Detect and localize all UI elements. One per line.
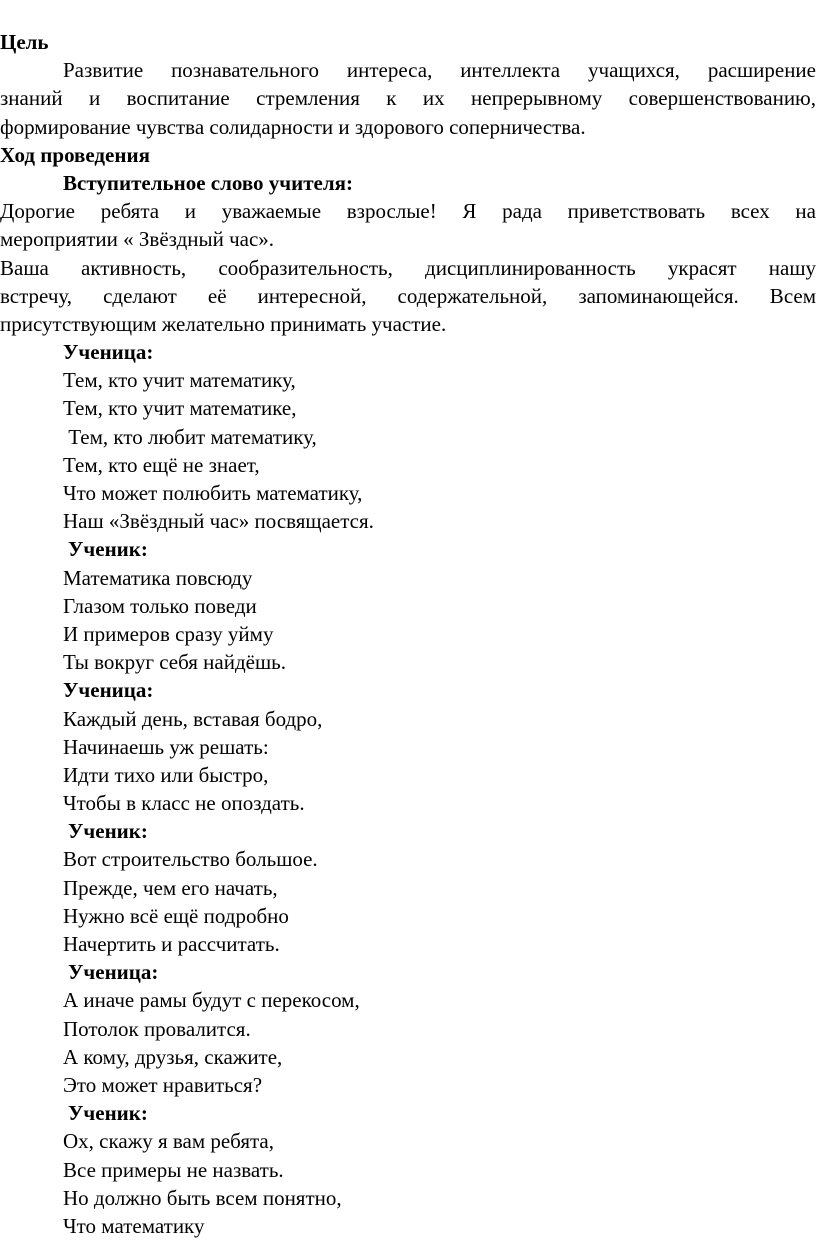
document-page [0, 28, 816, 1240]
goal-heading: Цель [0, 30, 49, 54]
verse-line: Начинаешь уж решать: [63, 734, 269, 759]
verse-line: Вот строительство большое. [63, 847, 318, 872]
verse-line: Но должно быть всем понятно, [63, 1185, 342, 1210]
teacher-heading: Вступительное слово учителя: [63, 170, 354, 195]
speaker-label: Ученица: [63, 678, 154, 703]
verse-line: Начертить и рассчитать. [63, 932, 280, 956]
verse-line: Что может полюбить математику, [63, 481, 363, 505]
verse-line: Ты вокруг себя найдёшь. [63, 650, 286, 675]
verse-line: Математика повсюду [63, 565, 253, 590]
speaker-label: Ученик: [68, 819, 148, 844]
goal-text-line: формирование чувства солидарности и здорового соперничества. [0, 114, 586, 139]
goal-text-line: Развитие познавательного интереса, интеллекта учащихся, расширение [63, 58, 816, 83]
speaker-label: Ученик: [68, 537, 148, 562]
verse-line: Глазом только поведи [63, 593, 257, 618]
verse-line: Тем, кто любит математику, [63, 424, 317, 449]
verse-line: А кому, друзья, скажите, [63, 1044, 283, 1069]
verse-line: Тем, кто учит математике, [63, 396, 297, 421]
teacher-text-line: мероприятии « Звёздный час». [0, 227, 275, 252]
verse-line: Каждый день, вставая бодро, [63, 706, 323, 731]
teacher-text-line: Ваша активность, сообразительность, дисциплинированность украсят нашу [0, 255, 816, 280]
verse-line: И примеров сразу уйму [63, 621, 274, 646]
speaker-label: Ученик: [68, 1101, 148, 1126]
verse-line: Нужно всё ещё подробно [63, 903, 289, 928]
verse-line: А иначе рамы будут с перекосом, [63, 988, 360, 1013]
verse-line: Потолок провалится. [63, 1016, 251, 1041]
verse-line: Тем, кто ещё не знает, [63, 452, 260, 477]
verse-line: Чтобы в класс не опоздать. [63, 791, 305, 816]
verse-line: Это может нравиться? [63, 1072, 263, 1097]
procedure-heading: Ход проведения [0, 142, 150, 167]
verse-line: Наш «Звёздный час» посвящается. [63, 509, 374, 534]
verse-line: Тем, кто учит математику, [63, 368, 296, 393]
teacher-text-line: встречу, сделают её интересной, содержательной, запоминающейся. Всем [0, 283, 816, 308]
verse-line: Что математику [63, 1213, 205, 1238]
teacher-text-line: присутствующим желательно принимать участие. [0, 311, 447, 336]
teacher-text-line: Дорогие ребята и уважаемые взрослые! Я рада приветствовать всех на [0, 199, 816, 224]
speaker-label: Ученица: [63, 340, 154, 365]
verse-line: Ох, скажу я вам ребята, [63, 1129, 275, 1154]
speaker-label: Ученица: [68, 960, 159, 985]
verse-line: Все примеры не назвать. [63, 1157, 284, 1182]
verse-line: Прежде, чем его начать, [63, 875, 278, 900]
verse-line: Идти тихо или быстро, [63, 762, 269, 787]
goal-text-line: знаний и воспитание стремления к их непрерывному совершенствованию, [0, 86, 816, 111]
